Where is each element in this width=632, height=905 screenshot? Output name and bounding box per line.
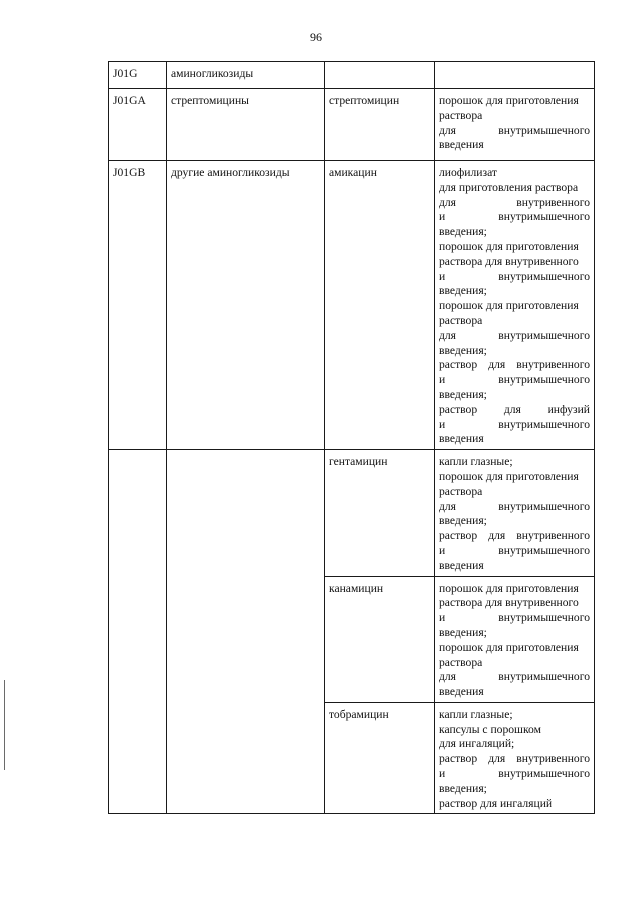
dosage-form-line: и внутримышечного (439, 417, 590, 431)
dosage-form-line: для внутримышечного (439, 328, 590, 342)
dosage-form-line: раствора (439, 655, 483, 669)
dosage-form-line: раствора для внутривенного (439, 254, 579, 268)
drug-name-cell (325, 62, 435, 89)
table-row (109, 89, 595, 161)
atc-code-cell: J01GA (109, 89, 167, 161)
group-name-cell (167, 576, 325, 702)
dosage-form-line: порошок для приготовления (439, 299, 579, 313)
dosage-form-line: и внутримышечного (439, 210, 590, 224)
dosage-form-line: порошок для приготовления (439, 469, 579, 483)
page-number: 96 (310, 30, 322, 44)
dosage-form-line: введения (439, 138, 484, 152)
dosage-form-line: и внутримышечного (439, 269, 590, 283)
dosage-form-line: для ингаляций; (439, 737, 515, 751)
dosage-form-line: введения; (439, 225, 487, 239)
dosage-forms-cell (435, 450, 595, 576)
dosage-forms-cell (435, 161, 595, 450)
dosage-form-line: и внутримышечного (439, 767, 590, 781)
dosage-forms-cell (435, 62, 595, 89)
dosage-form-line: для внутривенного (439, 195, 590, 209)
dosage-form-line: порошок для приготовления (439, 94, 579, 107)
dosage-form-line: введения; (439, 781, 487, 795)
dosage-form-line: и внутримышечного (439, 543, 590, 557)
dosage-form-line: для внутримышечного (439, 499, 590, 513)
dosage-forms-cell (435, 89, 595, 161)
dosage-form-line: введения; (439, 387, 487, 401)
dosage-form-line: и внутримышечного (439, 373, 590, 387)
dosage-form-line: раствора (439, 484, 483, 498)
drug-name-cell: канамицин (325, 576, 435, 702)
dosage-form-line: капли глазные; (439, 455, 513, 469)
dosage-forms-cell (435, 702, 595, 814)
dosage-form-line: и внутримышечного (439, 611, 590, 625)
atc-code-cell (109, 450, 167, 576)
dosage-form-line: порошок для приготовления (439, 640, 579, 654)
table-row (109, 702, 595, 814)
dosage-form-line: введения (439, 558, 484, 572)
dosage-form-line: введения (439, 432, 484, 446)
group-name-cell: аминогликозиды (167, 62, 325, 89)
drug-name-cell: гентамицин (325, 450, 435, 576)
drug-name-cell: стрептомицин (325, 89, 435, 161)
dosage-form-line: порошок для приготовления (439, 581, 579, 595)
dosage-form-line: раствора для внутривенного (439, 596, 579, 610)
dosage-form-line: введения; (439, 284, 487, 298)
dosage-form-line: раствор для внутривенного (439, 358, 590, 372)
group-name-cell: другие аминогликозиды (167, 161, 325, 450)
group-name-cell (167, 702, 325, 814)
drug-classification-table (108, 61, 595, 814)
dosage-form-line: порошок для приготовления (439, 239, 579, 253)
dosage-form-line: раствор для инфузий (439, 402, 590, 416)
table-row (109, 576, 595, 702)
dosage-form-line: раствор для внутривенного (439, 752, 590, 766)
table-row (109, 62, 595, 89)
drug-name-cell: тобрамицин (325, 702, 435, 814)
dosage-form-line: раствор для ингаляций (439, 796, 553, 810)
dosage-form-line: раствора (439, 313, 483, 327)
dosage-form-line: для приготовления раствора (439, 180, 579, 194)
dosage-form-line: введения; (439, 625, 487, 639)
atc-code-cell: J01G (109, 62, 167, 89)
dosage-form-line: капли глазные; (439, 707, 513, 721)
drug-name-cell: амикацин (325, 161, 435, 450)
table-row (109, 450, 595, 576)
atc-code-cell: J01GB (109, 161, 167, 450)
dosage-form-line: для внутримышечного (439, 670, 590, 684)
dosage-form-line: введения; (439, 343, 487, 357)
dosage-forms-cell (435, 576, 595, 702)
group-name-cell (167, 450, 325, 576)
dosage-form-line: раствор для внутривенного (439, 529, 590, 543)
atc-code-cell (109, 576, 167, 702)
dosage-form-line: лиофилизат (439, 166, 497, 179)
table-row (109, 161, 595, 450)
dosage-form-line: введения; (439, 514, 487, 528)
atc-code-cell (109, 702, 167, 814)
group-name-cell: стрептомицины (167, 89, 325, 161)
dosage-form-line: раствора (439, 108, 483, 122)
dosage-form-line: капсулы с порошком (439, 722, 541, 736)
dosage-form-line: введения (439, 685, 484, 699)
dosage-form-line: для внутримышечного (439, 123, 590, 137)
scan-edge-mark (4, 680, 5, 770)
